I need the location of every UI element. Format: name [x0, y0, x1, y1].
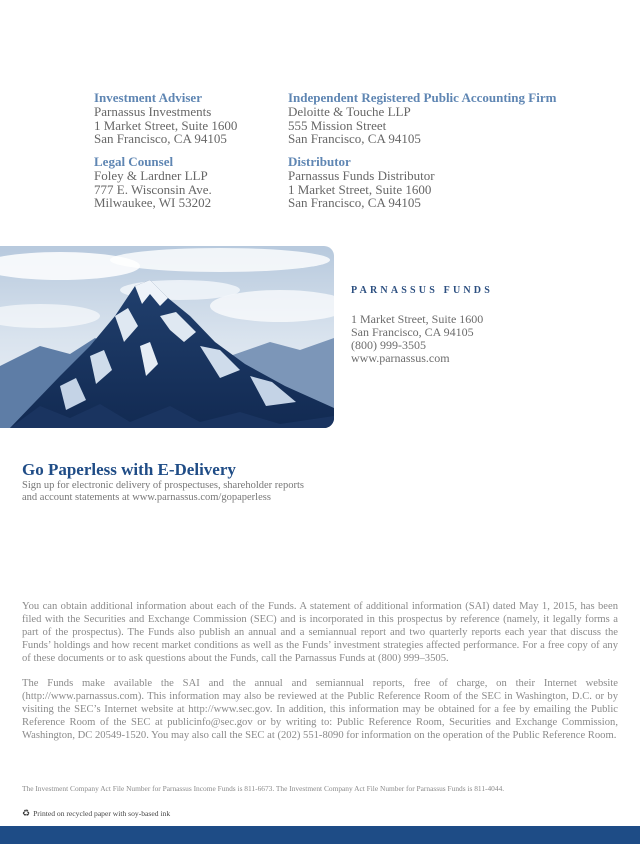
printed-note-text: Printed on recycled paper with soy-based ink: [33, 809, 171, 818]
file-numbers: The Investment Company Act File Number for Parnassus Income Funds is 811-6673. The Investment Company Act File Number for Parnassus Funds is 811-4044.: [22, 784, 505, 793]
mountain-illustration: [0, 246, 334, 428]
contact-line: San Francisco, CA 94105: [288, 195, 421, 210]
contact-line: 777 E. Wisconsin Ave.: [94, 181, 212, 197]
information-text: [22, 600, 618, 754]
footer-bar: [0, 826, 640, 844]
contact-line: San Francisco, CA 94105: [94, 131, 227, 146]
contact-heading: Legal Counsel: [94, 154, 174, 169]
contact-line: Parnassus Funds Distributor: [288, 168, 435, 183]
paperless-subtitle-line: Sign up for electronic delivery of prospectuses, shareholder reports: [22, 480, 304, 491]
contact-line: San Francisco, CA 94105: [288, 131, 421, 146]
brand-block: [351, 285, 611, 365]
contact-heading: Distributor: [288, 154, 351, 169]
contact-line: 1 Market Street, Suite 1600: [94, 117, 238, 133]
sai-paragraph: You can obtain additional information about each of the Funds. A statement of additional information (SAI) dated May 1, 2015, has been filed with the Securities and Exchange Commission (SEC) and is incorporated in this prospectus by reference (namely, it legally forms a part of the prospectus). The Funds also publish an annual and a semiannual report and two quarterly reports each year that discuss the Funds’ holdings and how recent market conditions as well as the Funds’ investment strategies affected performance. For a free copy of any of these documents or to ask questions about the Funds, call the Parnassus Funds at (800) 999–3505.: [22, 601, 618, 664]
brand-phone: (800) 999-3505: [351, 338, 426, 352]
contact-line: Foley & Lardner LLP: [94, 168, 208, 183]
accounting-firm-block: [288, 90, 608, 146]
recycle-icon: ♻: [22, 808, 31, 818]
brand-address-line: 1 Market Street, Suite 1600: [351, 312, 484, 326]
paperless-title: Go Paperless with E-Delivery: [22, 460, 236, 479]
brand-address: [351, 313, 611, 365]
contact-line: 555 Mission Street: [288, 117, 387, 133]
contact-line: Deloitte & Touche LLP: [288, 104, 411, 119]
contact-line: Milwaukee, WI 53202: [94, 195, 212, 210]
brand-name: PARNASSUS FUNDS: [351, 285, 493, 296]
printed-note: [22, 809, 170, 818]
contact-heading: Investment Adviser: [94, 90, 202, 105]
paperless-subtitle-line: and account statements at www.parnassus.com/gopaperless: [22, 492, 271, 503]
paperless-section: [22, 460, 342, 504]
sec-paragraph: The Funds make available the SAI and the annual and semiannual reports, free of charge, on their Internet website (http://www.parnassus.com). This information may also be reviewed at the Public Reference Room of the SEC in Washington, D.C. or by visiting the SEC’s Internet website at http://www.sec.gov. In addition, this information may be obtained for a fee by emailing the Public Reference Room of the SEC at publicinfo@sec.gov or by writing to: Public Reference Room, Securities and Exchange Commission, Washington, DC 20549-1520. You may also call the SEC at (202) 551-8090 for information on the operation of the Public Reference Room.: [22, 678, 618, 741]
contact-line: Parnassus Investments: [94, 104, 212, 119]
brand-address-line: San Francisco, CA 94105: [351, 325, 474, 339]
contact-heading: Independent Registered Public Accounting Firm: [288, 90, 557, 105]
brand-website[interactable]: www.parnassus.com: [351, 351, 450, 365]
mountain-image: [0, 246, 334, 428]
distributor-block: [288, 154, 528, 210]
contact-line: 1 Market Street, Suite 1600: [288, 181, 432, 197]
